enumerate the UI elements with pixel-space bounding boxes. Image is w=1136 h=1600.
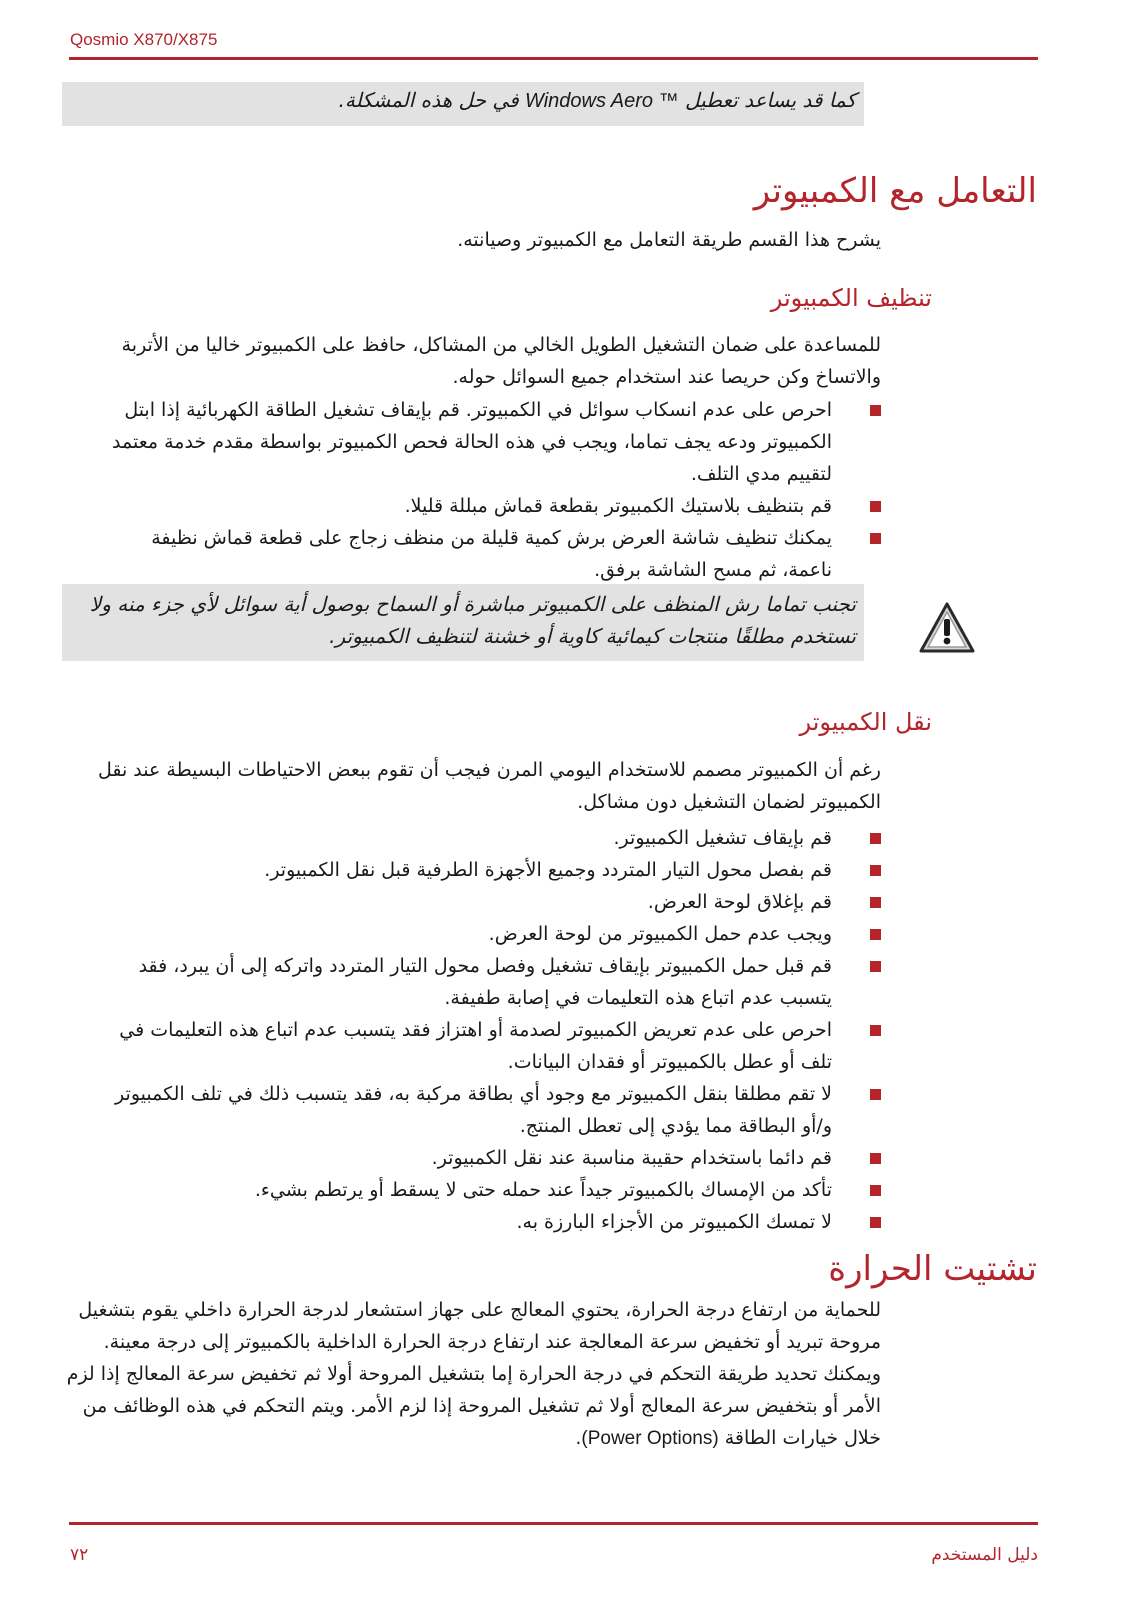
warning-note-box bbox=[62, 584, 864, 661]
list-item: قم بإغلاق لوحة العرض. bbox=[112, 886, 881, 918]
bullet-marker bbox=[870, 533, 881, 544]
bullet-marker bbox=[870, 1185, 881, 1196]
list-item: تأكد من الإمساك بالكمبيوتر جيداً عند حمله حتى لا يسقط أو يرتطم بشيء. bbox=[112, 1174, 881, 1206]
moving-list bbox=[112, 822, 881, 1238]
subsection-title-cleaning: تنظيف الكمبيوتر bbox=[770, 284, 932, 312]
bullet-marker bbox=[870, 961, 881, 972]
subsection-title-moving: نقل الكمبيوتر bbox=[799, 708, 932, 736]
list-item: قم بفصل محول التيار المتردد وجميع الأجهزة الطرفية قبل نقل الكمبيوتر. bbox=[112, 854, 881, 886]
list-item: احرص على عدم تعريض الكمبيوتر لصدمة أو اهتزاز فقد يتسبب عدم اتباع هذه التعليمات في تلف أو عطل بالكمبيوتر أو فقدان البيانات. bbox=[112, 1014, 881, 1078]
top-note-text: كما قد يساعد تعطيل Windows Aero ™ في حل هذه المشكلة. bbox=[338, 88, 856, 112]
bullet-marker bbox=[870, 897, 881, 908]
list-item: لا تقم مطلقا بنقل الكمبيوتر مع وجود أي بطاقة مركبة به، فقد يتسبب ذلك في تلف الكمبيوتر و/أو البطاقة مما يؤدي إلى تعطل المنتج. bbox=[112, 1078, 881, 1142]
bullet-marker bbox=[870, 1217, 881, 1228]
list-item: لا تمسك الكمبيوتر من الأجزاء البارزة به. bbox=[112, 1206, 881, 1238]
page-number: ٧٢ bbox=[70, 1545, 89, 1565]
bullet-marker bbox=[870, 405, 881, 416]
bullet-marker bbox=[870, 865, 881, 876]
warning-triangle-icon bbox=[918, 601, 976, 655]
top-note-box bbox=[62, 82, 864, 126]
moving-intro: رغم أن الكمبيوتر مصمم للاستخدام اليومي المرن فيجب أن تقوم ببعض الاحتياطات البسيطة عند نقل الكمبيوتر لضمان التشغيل دون مشاكل. bbox=[97, 759, 881, 813]
heat-paragraph: للحماية من ارتفاع درجة الحرارة، يحتوي المعالج على جهاز استشعار لدرجة الحرارة داخلي يقوم بتشغيل مروحة تبريد أو تخفيض سرعة المعالجة عند ارتفاع درجة الحرارة الداخلية بالكمبيوتر إلى درجة معينة. ويمكنك تحديد طريقة التحكم في درجة الحرارة إما بتشغيل المروحة أولا ثم تخفيض سرعة المعالج إذا لزم الأمر أو بتخفيض سرعة المعالج أولا ثم تشغيل المروحة إذا لزم الأمر. ويتم التحكم في هذه الوظائف من خلال خيارات الطاقة (Power Options). bbox=[66, 1299, 881, 1449]
header-rule bbox=[69, 57, 1038, 60]
bullet-marker bbox=[870, 501, 881, 512]
list-item: احرص على عدم انسكاب سوائل في الكمبيوتر. قم بإيقاف تشغيل الطاقة الكهربائية إذا ابتل الكمبيوتر ودعه يجف تماما، ويجب في هذه الحالة فحص الكمبيوتر بواسطة مقدم خدمة معتمد لتقييم مدي التلف. bbox=[112, 394, 881, 490]
bullet-marker bbox=[870, 833, 881, 844]
footer-manual-title: دليل المستخدم bbox=[931, 1545, 1038, 1565]
bullet-marker bbox=[870, 1089, 881, 1100]
list-item: يمكنك تنظيف شاشة العرض برش كمية قليلة من منظف زجاج على قطعة قماش نظيفة ناعمة، ثم مسح الشاشة برفق. bbox=[112, 522, 881, 586]
header-title: Qosmio X870/X875 bbox=[70, 30, 218, 49]
list-item: قم قبل حمل الكمبيوتر بإيقاف تشغيل وفصل محول التيار المتردد واتركه إلى أن يبرد، فقد يتسبب عدم اتباع هذه التعليمات في إصابة طفيفة. bbox=[112, 950, 881, 1014]
footer-rule bbox=[69, 1522, 1038, 1525]
warning-note-text: تجنب تماما رش المنظف على الكمبيوتر مباشرة أو السماح بوصول أية سوائل لأي جزء منه ولا تستخدم مطلقًا منتجات كيمائية كاوية أو خشنة لتنظيف الكمبيوتر. bbox=[89, 592, 856, 648]
list-item: قم بتنظيف بلاستيك الكمبيوتر بقطعة قماش مبللة قليلا. bbox=[112, 490, 881, 522]
bullet-marker bbox=[870, 929, 881, 940]
bullet-marker bbox=[870, 1153, 881, 1164]
list-item: قم بإيقاف تشغيل الكمبيوتر. bbox=[112, 822, 881, 854]
list-item: ويجب عدم حمل الكمبيوتر من لوحة العرض. bbox=[112, 918, 881, 950]
section-title-care: التعامل مع الكمبيوتر bbox=[753, 171, 1037, 211]
bullet-marker bbox=[870, 1025, 881, 1036]
cleaning-intro: للمساعدة على ضمان التشغيل الطويل الخالي من المشاكل، حافظ على الكمبيوتر خاليا من الأتربة والاتساخ وكن حريصا عند استخدام جميع السوائل حوله. bbox=[121, 334, 881, 388]
section-intro-care: يشرح هذا القسم طريقة التعامل مع الكمبيوتر وصيانته. bbox=[457, 229, 881, 251]
cleaning-list bbox=[112, 394, 881, 586]
list-item: قم دائما باستخدام حقيبة مناسبة عند نقل الكمبيوتر. bbox=[112, 1142, 881, 1174]
section-title-heat: تشتيت الحرارة bbox=[828, 1249, 1037, 1289]
